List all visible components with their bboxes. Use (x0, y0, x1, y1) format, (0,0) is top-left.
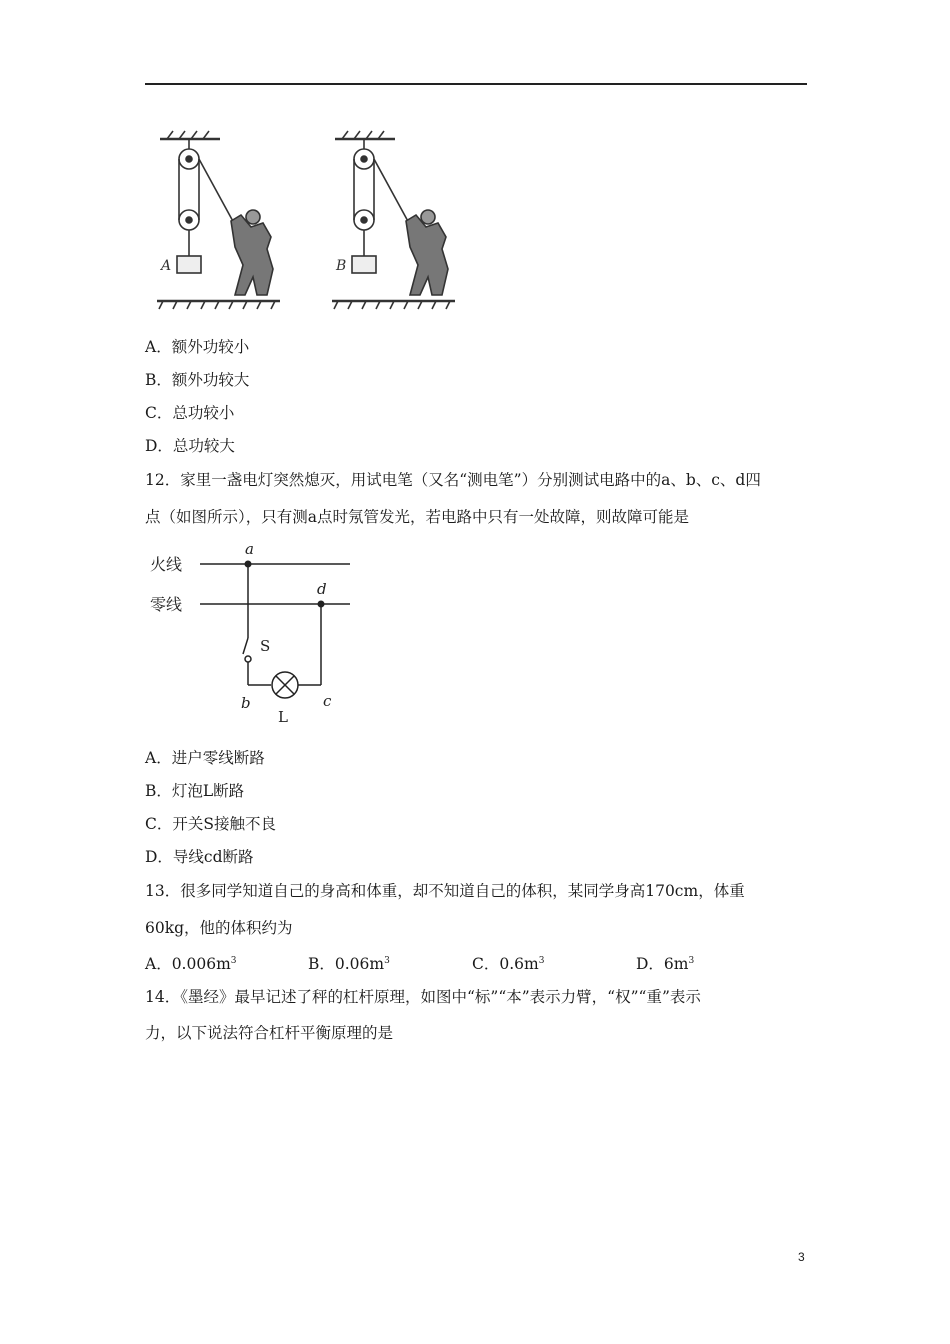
q12-stem-line2: 点（如图所示），只有测a点时氖管发光，若电路中只有一处故障，则故障可能是 (145, 508, 689, 526)
header-rule (145, 83, 807, 85)
q12-stem-line1: 12．家里一盏电灯突然熄灭，用试电笔（又名“测电笔”）分别测试电路中的a、b、c、d四 (145, 471, 761, 489)
q12-option-c: C．开关S接触不良 (145, 815, 276, 833)
q13-option-b: B．$0.06m^3$ (308, 955, 390, 973)
lamp-label: L (278, 708, 288, 726)
point-c-label: c (323, 692, 332, 710)
q11-option-d: D．总功较大 (145, 437, 235, 455)
q13-option-a: A．$0.006m^3$ (145, 955, 237, 973)
q12-option-a: A．进户零线断路 (145, 749, 265, 767)
q12-option-d: D．导线cd断路 (145, 848, 254, 866)
point-a-label: a (245, 540, 254, 558)
label-b: B (336, 258, 347, 274)
pulley-system-b (332, 131, 455, 309)
q14-stem-line1: 14．《墨经》最早记述了秤的杠杆原理，如图中“标”“本”表示力臂，“权”“重”表示 (145, 988, 701, 1006)
q11-option-c: C．总功较小 (145, 404, 235, 422)
switch-s (243, 638, 248, 654)
q13-option-c: C．$0.6m^3$ (472, 955, 545, 973)
q14-stem-line2: 力，以下说法符合杠杆平衡原理的是 (145, 1024, 394, 1042)
point-b-label: b (241, 694, 251, 712)
q13-option-d: D．$6m^3$ (636, 955, 695, 973)
q12-option-b: B．灯泡L断路 (145, 782, 245, 800)
live-wire-label: 火线 (150, 555, 183, 574)
q13-stem-line2: 60kg，他的体积约为 (145, 919, 293, 937)
point-d-label: d (317, 580, 327, 598)
pulley-figure (145, 125, 465, 310)
label-a: A (161, 258, 172, 274)
page-number: 3 (798, 1250, 805, 1264)
pulley-system-a (157, 131, 280, 309)
switch-label: S (260, 637, 271, 655)
q13-stem-line1: 13．很多同学知道自己的身高和体重，却不知道自己的体积，某同学身高170cm，体重 (145, 882, 745, 900)
q11-option-b: B．额外功较大 (145, 371, 250, 389)
q11-option-a: A．额外功较小 (145, 338, 250, 356)
circuit-figure (145, 538, 360, 730)
neutral-wire-label: 零线 (150, 595, 183, 614)
